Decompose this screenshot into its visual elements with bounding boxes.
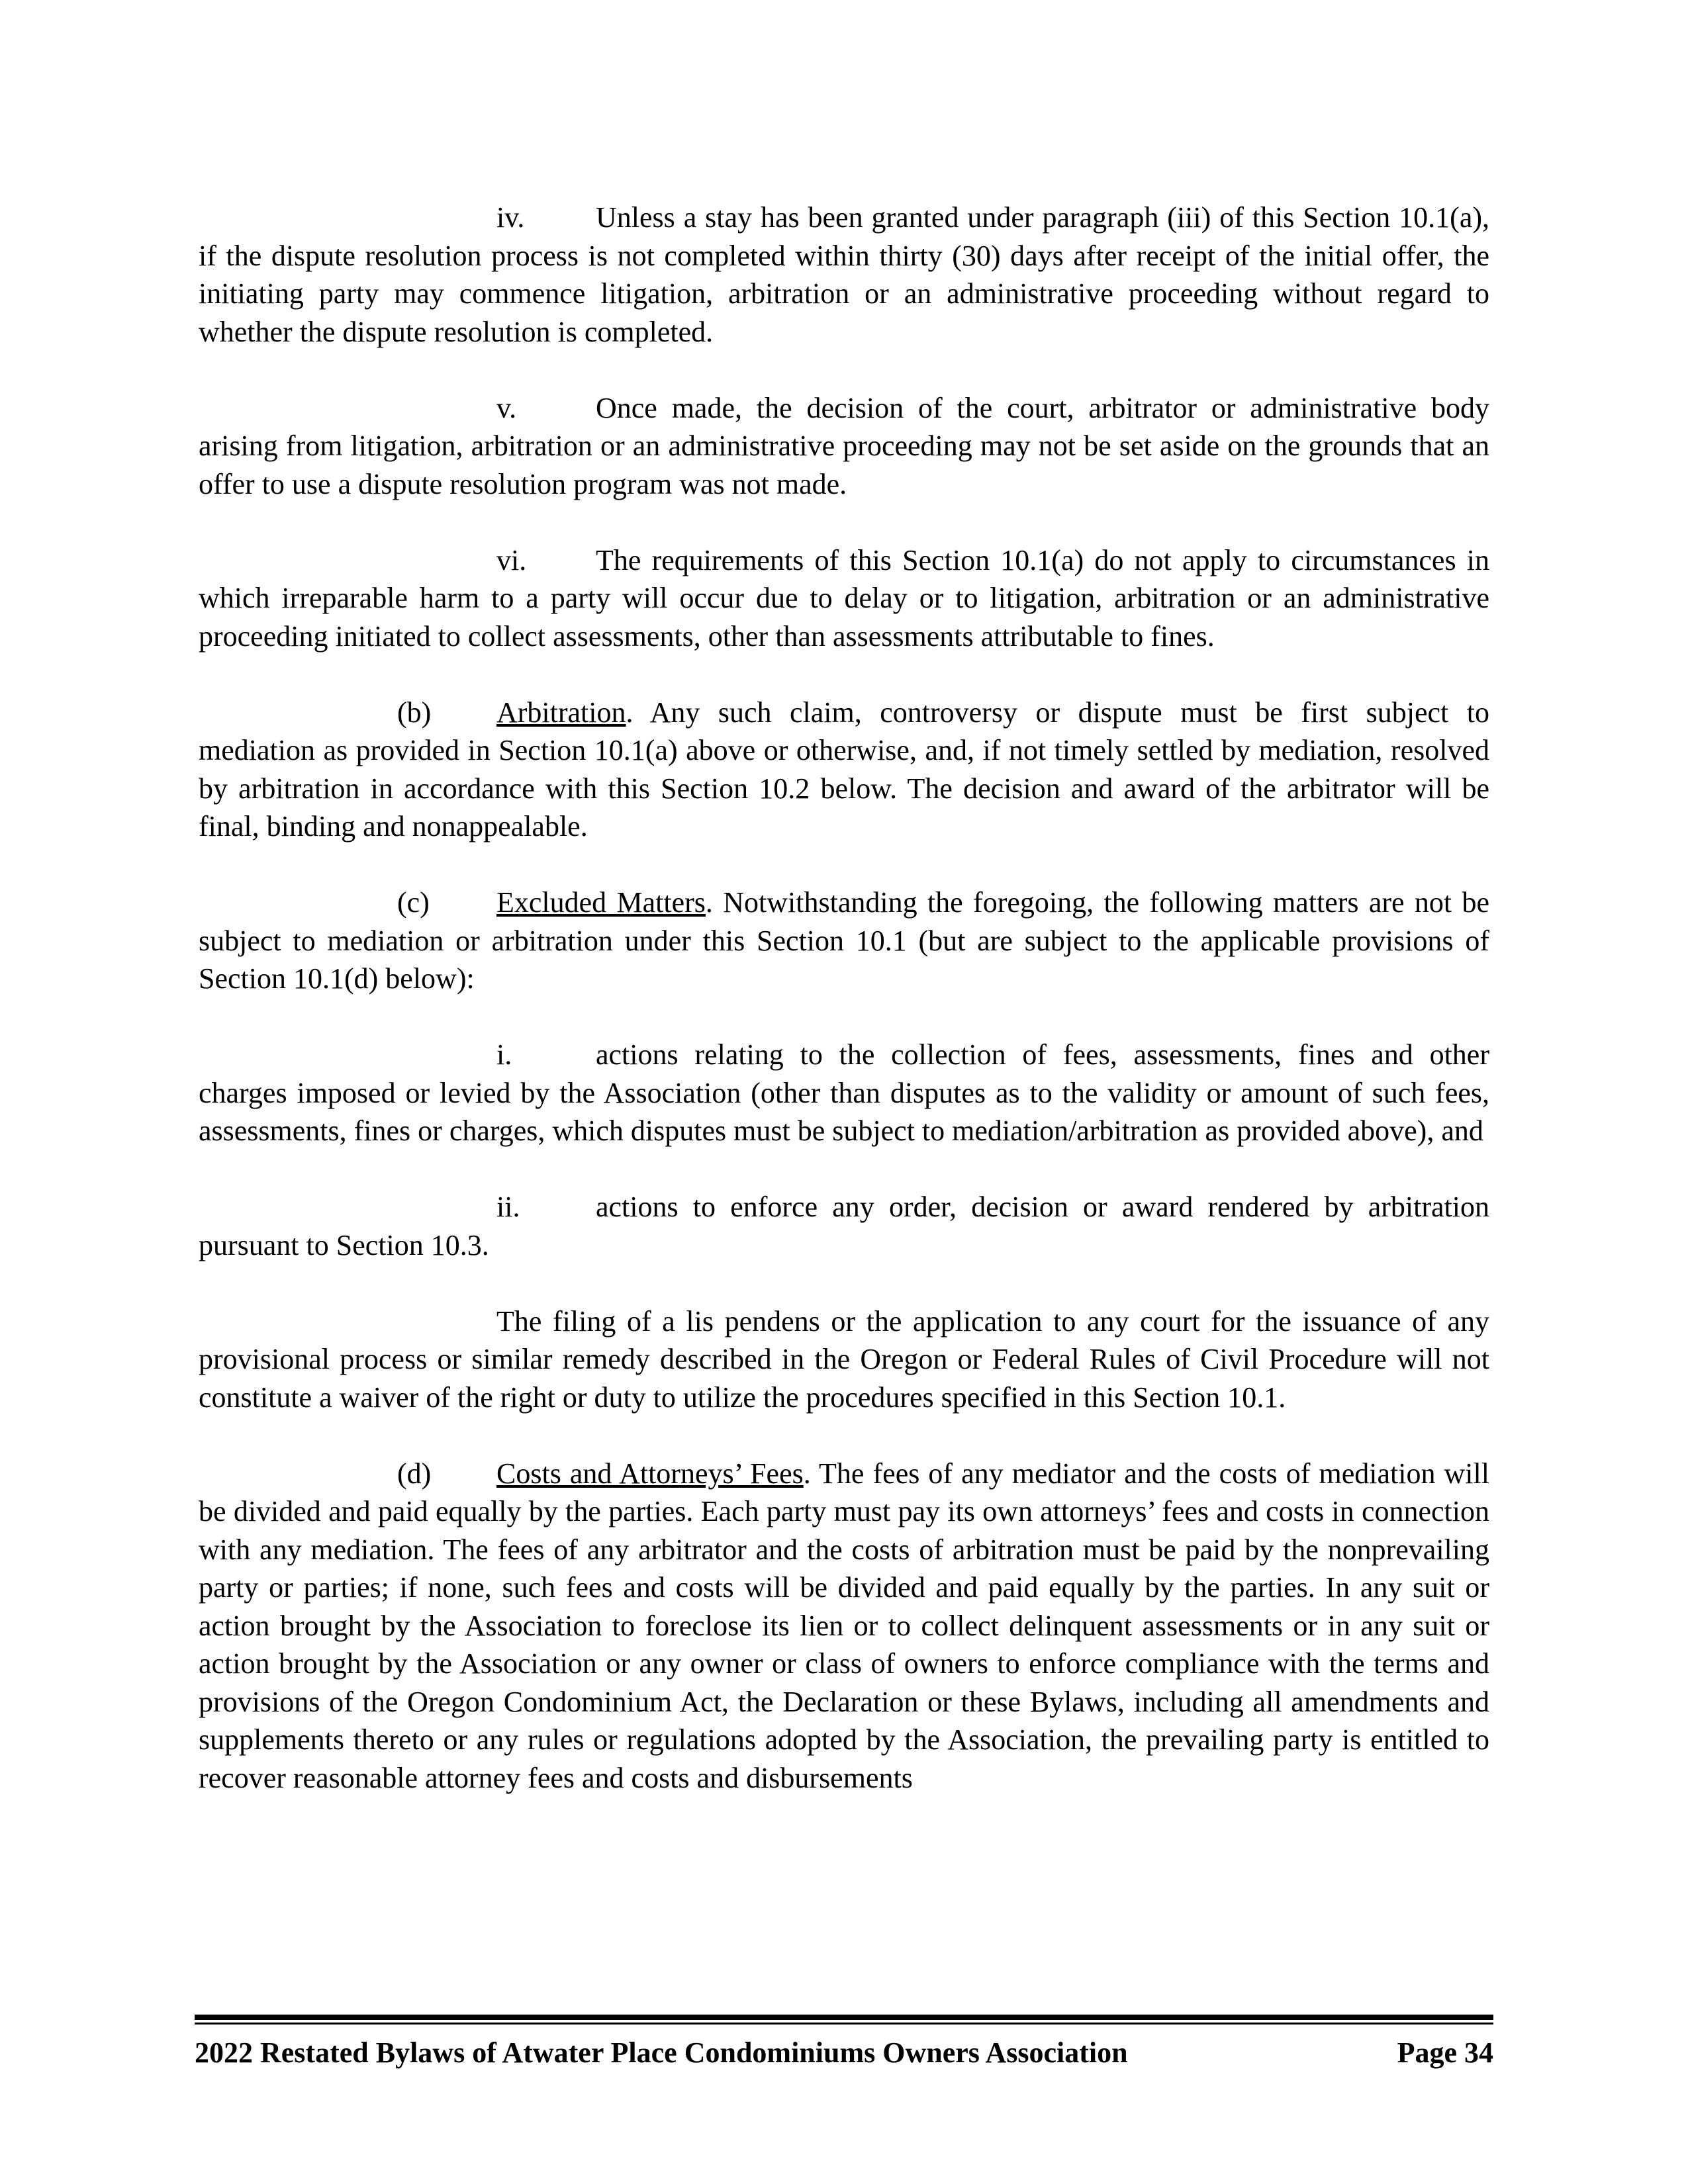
section-heading: Costs and Attorneys’ Fees — [496, 1457, 804, 1490]
section-heading: Arbitration — [496, 696, 626, 729]
paragraph-number: iv. — [496, 201, 525, 234]
paragraph-lis-pendens — [199, 1302, 1489, 1417]
paragraph-number: i. — [496, 1038, 512, 1071]
document-body — [199, 199, 1489, 1835]
paragraph-text: The requirements of this Section 10.1(a) do not apply to circumstances in which irreparable harm to a party will occur due to delay or to litigation, arbitration or an administrative proceeding initiated to collect assessments, other than assessments attributable to fines. — [199, 543, 1489, 653]
paragraph-vi — [199, 541, 1489, 656]
paragraph-v — [199, 389, 1489, 504]
paragraph-text: . Any such claim, controversy or dispute must be first subject to mediation as provided in Section 10.1(a) above or otherwise, and, if not timely settled by mediation, resolved by arbitration in accordance with this Section 10.2 below. The decision and award of the arbitrator will be final, binding and nonappealable. — [199, 696, 1489, 842]
paragraph-number: (c) — [397, 886, 430, 919]
paragraph-text: . Notwithstanding the foregoing, the following matters are not be subject to mediation or arbitration under this Section 10.1 (but are subject to the applicable provisions of Section 10.1(d) below): — [199, 886, 1489, 995]
footer-title: 2022 Restated Bylaws of Atwater Place Condominiums Owners Association — [195, 2036, 1128, 2069]
paragraph-text: actions relating to the collection of fees, assessments, fines and other charges imposed or levied by the Association (other than disputes as to the validity or amount of such fees, assessments, fines or charges, which disputes must be subject to mediation/arbitration as provided above), and — [199, 1038, 1489, 1147]
paragraph-d-costs-and-fees — [199, 1455, 1489, 1797]
paragraph-number: vi. — [496, 543, 527, 576]
paragraph-text: The filing of a lis pendens or the application to any court for the issuance of any provisional process or similar remedy described in the Oregon or Federal Rules of Civil Procedure will not constitute a waiver of the right or duty to utilize the procedures specified in this Section 10.1. — [199, 1304, 1489, 1414]
paragraph-i — [199, 1036, 1489, 1150]
paragraph-text: Once made, the decision of the court, arbitrator or administrative body arising from litigation, arbitration or an administrative proceeding may not be set aside on the grounds that an offer to use a dispute resolution program was not made. — [199, 391, 1489, 500]
page-number: Page 34 — [1397, 2036, 1493, 2069]
paragraph-number: (d) — [397, 1457, 432, 1490]
paragraph-ii — [199, 1188, 1489, 1264]
section-heading: Excluded Matters — [496, 886, 706, 919]
paragraph-text: actions to enforce any order, decision or award rendered by arbitration pursuant to Section 10.3. — [199, 1191, 1489, 1261]
paragraph-iv — [199, 199, 1489, 351]
paragraph-text: Unless a stay has been granted under paragraph (iii) of this Section 10.1(a), if the dispute resolution process is not completed within thirty (30) days after receipt of the initial offer, the initiating party may commence litigation, arbitration or an administrative proceeding without regard to whether the dispute resolution is completed. — [199, 201, 1489, 348]
paragraph-text: . The fees of any mediator and the costs of mediation will be divided and paid equally by the parties. Each party must pay its own attorneys’ fees and costs in connection with any mediation. The fees of any arbitrator and the costs of arbitration must be paid by the nonprevailing party or parties; if none, such fees and costs will be divided and paid equally by the parties. In any suit or action brought by the Association to foreclose its lien or to collect delinquent assessments or in any suit or action brought by the Association or any owner or class of owners to enforce compliance with the terms and provisions of the Oregon Condominium Act, the Declaration or these Bylaws, including all amendments and supplements thereto or any rules or regulations adopted by the Association, the prevailing party is entitled to recover reasonable attorney fees and costs and disbursements — [199, 1457, 1489, 1794]
page-footer — [195, 2034, 1493, 2071]
paragraph-number: v. — [496, 391, 517, 424]
paragraph-c-excluded-matters — [199, 884, 1489, 998]
paragraph-number: (b) — [397, 696, 432, 729]
footer-rule-thin — [195, 2023, 1493, 2025]
paragraph-b-arbitration — [199, 694, 1489, 846]
paragraph-number: ii. — [496, 1191, 520, 1223]
footer-rule-thick — [195, 2015, 1493, 2020]
